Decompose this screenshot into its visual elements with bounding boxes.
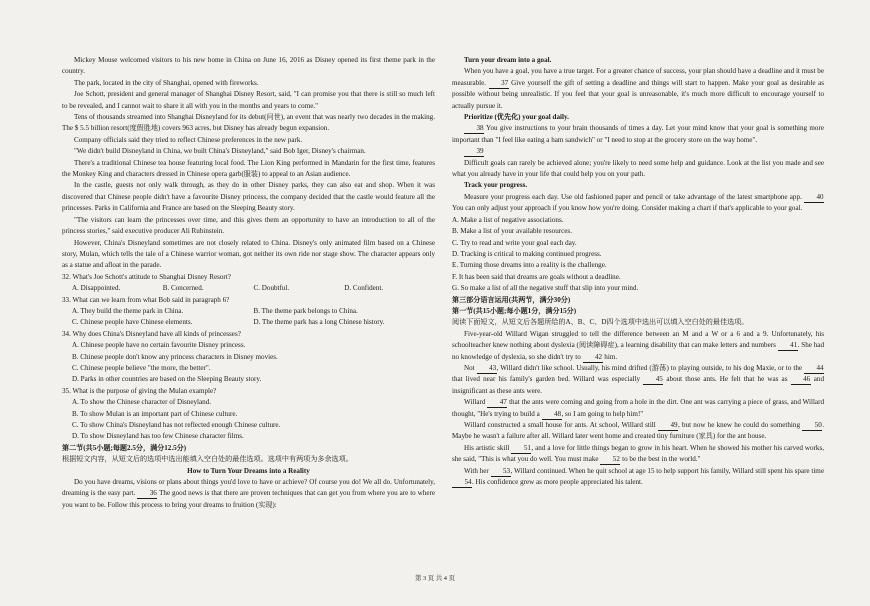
cloze-text: , but now he knew he could do something <box>677 421 803 429</box>
question-stem: 32. What's Joe Schott's attitude to Shanghai Disney Resort? <box>62 272 231 281</box>
passage-paragraph: "The visitors can learn the princesses over time, and this gives them an opportunity to have an introduction to all of the princess stories," said executive producer Ali Rubinstein. <box>62 215 435 236</box>
passage-paragraph: There's a traditional Chinese tea house featuring local food. The Lion King performed in Mandarin for the first time, features the Monkey King and characters dressed in Chinese opera garb(服装) to appeal to an Asian audience. <box>62 158 435 179</box>
option-d: D. Confident. <box>344 284 384 293</box>
question-34 <box>62 329 435 386</box>
part-heading: 第三部分语言运用(共两节，满分30分) <box>452 295 571 304</box>
subheading: Turn your dream into a goal. <box>464 56 552 64</box>
blank-39: 39 <box>464 147 484 157</box>
option-e: E. Turning those dreams into a reality is the challenge. <box>452 261 607 270</box>
blank-50: 50 <box>802 421 822 431</box>
passage-paragraph: Company officials said they tried to reflect Chinese preferences in the new park. <box>74 135 303 144</box>
passage-paragraph: Joe Schott, president and general manager of Shanghai Disney Resort, said, "I can promise you that there is still so much left to be revealed, and I cannot wait to share it all with you in the months and years to come." <box>62 90 435 110</box>
blank-49: 49 <box>658 421 678 431</box>
option-b: B. Make a list of your available resources. <box>452 227 572 236</box>
question-stem: 34. Why does China's Disneyland have all kinds of princesses? <box>62 329 241 338</box>
passage-paragraph: In the castle, guests not only walk through, as they do in other Disney parks, they can also eat and shop. When it was discovered that Chinese people didn't have a favourite Disney princess, the company decided that the castle would feature all the princesses. Parks in California and France are based on the Sleeping Beauty story. <box>62 181 435 213</box>
option-g: G. So make a list of all the negative stuff that slip into your mind. <box>452 284 639 293</box>
option-a: A. Make a list of negative associations. <box>452 215 564 224</box>
left-column <box>62 55 435 511</box>
cloze-text: , so I am going to help him!" <box>561 409 644 418</box>
passage-paragraph: Mickey Mouse welcomed visitors to his new home in China on June 16, 2016 as Disney opened its first theme park in the country. <box>62 56 435 76</box>
blank-54: 54 <box>452 478 472 488</box>
cloze-text: him. <box>602 352 618 361</box>
cloze-text: , and a love for little things began to grow in his heart. When he showed his mother his carved works, she said, "This is what you do well. You must make <box>452 443 825 464</box>
article-title: How to Turn Your Dreams into a Reality <box>187 466 310 475</box>
cloze-passage <box>452 329 824 489</box>
blank-47: 47 <box>487 398 507 408</box>
blank-41: 41 <box>778 341 798 351</box>
option-d: D. To show Disneyland has too few Chinese character films. <box>72 432 244 441</box>
article-paragraph <box>452 123 824 146</box>
blank-37: 37 <box>489 79 509 89</box>
cloze-paragraph <box>452 397 824 420</box>
section-instruction: 根据短文内容，从短文后的选项中选出能填入空白处的最佳选项。选项中有两项为多余选项。 <box>62 455 353 464</box>
article-paragraph <box>452 146 824 157</box>
passage-paragraph: Tens of thousands streamed into Shanghai Disneyland for its debut(问世), an event that was nearly two decades in the making. The $ 5.5 billion resort(度假胜地) covers 963 acres, but Disney has already begun expansion. <box>62 113 435 133</box>
blank-48: 48 <box>542 410 562 420</box>
cloze-text: Willard <box>464 398 488 407</box>
option-f: F. It has been said that dreams are goals without a deadline. <box>452 272 621 281</box>
cloze-paragraph <box>452 443 824 466</box>
blank-53: 53 <box>491 467 511 477</box>
cloze-text: . His confidence grew as more people appreciated his talent. <box>472 478 643 487</box>
article-paragraph <box>452 66 824 112</box>
section-heading: 第一节(共15小题;每小题1分，满分15分) <box>452 306 577 315</box>
reading-passage-disney <box>62 55 435 272</box>
option-b: B. Concerned. <box>162 284 204 293</box>
subheading: Track your progress. <box>464 181 528 190</box>
option-a: A. To show the Chinese character of Disneyland. <box>72 398 212 407</box>
section-heading: 第二节(共5小题;每题2.5分，满分12.5分) <box>62 443 187 452</box>
paragraph-text: Measure your progress each day. Use old fashioned paper and pencil or take advantage of the latest smartphone app. <box>464 192 802 201</box>
cloze-paragraph <box>452 363 824 397</box>
cloze-paragraph <box>452 466 824 489</box>
question-32 <box>62 272 435 295</box>
question-stem: 33. What can we learn from what Bob said in paragraph 6? <box>62 295 230 304</box>
intro-text: Do you have dreams, visions or plans about things you'd love to have or achieve? Of course you do! We all do. Unfortunately, dreaming is the easy part. <box>62 478 435 498</box>
article-paragraph <box>452 192 824 215</box>
options-row <box>62 317 435 328</box>
option-c: C. Try to read and write your goal each day. <box>452 238 577 247</box>
cloze-paragraph <box>452 420 824 443</box>
blank-40: 40 <box>804 193 824 203</box>
blank-46: 46 <box>791 375 811 385</box>
article-intro <box>62 477 435 511</box>
blank-36: 36 <box>137 489 157 499</box>
cloze-text: and insignificant as these ants were. <box>452 375 824 395</box>
answer-options <box>452 215 824 295</box>
option-b: B. Chinese people don't know any princess characters in Disney movies. <box>72 352 278 361</box>
paragraph-text: When you have a goal, you have a true target. For a greater chance of success, your plan should have a deadline and it must be measurable. <box>452 67 824 87</box>
option-c: C. Chinese people have Chinese elements. <box>72 318 193 327</box>
option-a: A. They build the theme park in China. <box>72 306 184 315</box>
blank-51: 51 <box>511 444 531 454</box>
cloze-text: Five-year-old Willard Wigan struggled to tell the difference between an M and a W or a 6 and a 9. Unfortunately, his schoolteacher knew nothing about dyslexia (阅读障碍症), a learning disability that can make letters and numbers <box>452 329 824 350</box>
paragraph-text: You give instructions to your brain thousands of times a day. Let your mind know that your goal is something more important than "I feel like eating a ham sandwich" or "I need to stop at the grocery store on the way home". <box>452 124 824 144</box>
intro-text: The good news is that there are proven techniques that can get you from where you are to where you want to be. Follow this process to bring your dreams to fruition (实现): <box>62 489 435 509</box>
right-column <box>452 55 824 488</box>
question-35 <box>62 386 435 443</box>
option-b: B. The theme park belongs to China. <box>253 306 358 315</box>
options-row <box>62 283 435 294</box>
paragraph-text: You can only adjust your approach if you know how you're doing. Consider making a chart if that's applicable to your goal. <box>452 204 803 213</box>
option-a: A. Chinese people have no certain favourite Disney princess. <box>72 341 246 350</box>
blank-38: 38 <box>464 124 484 134</box>
blank-42: 42 <box>583 353 603 363</box>
option-d: D. The theme park has a long Chinese history. <box>253 318 385 327</box>
question-33 <box>62 295 435 329</box>
option-c: C. Doubtful. <box>253 284 290 293</box>
option-d: D. Parks in other countries are based on the Sleeping Beauty story. <box>72 375 262 384</box>
option-c: C. Chinese people believe "the more, the better". <box>72 363 211 372</box>
cloze-text: that lived near his family's garden bed. Willard was especially <box>452 375 644 384</box>
passage-paragraph: The park, located in the city of Shanghai, opened with fireworks. <box>74 78 259 87</box>
blank-52: 52 <box>600 455 620 465</box>
option-b: B. To show Mulan is an important part of Chinese culture. <box>72 409 238 418</box>
question-stem: 35. What is the purpose of giving the Mulan example? <box>62 386 217 395</box>
cloze-text: . She had no knowledge of dyslexia, so she didn't try to <box>452 341 824 361</box>
paragraph-text: Give yourself the gift of setting a deadline and things will start to happen. Make your goal as desirable as possible without being unrealistic. If you feel that your goal is unreasonable, it's much more difficult to encourage yourself to actually pursue it. <box>452 78 824 110</box>
cloze-text: Not <box>464 363 477 372</box>
cloze-text: Willard constructed a small house for ants. At school, Willard still <box>464 421 658 429</box>
cloze-text: , Willard didn't like school. Usually, his mind drifted (游荡) to playing outside, to his dog Maxie, or to the <box>496 363 804 372</box>
option-d: D. Tracking is critical to making continued progress. <box>452 249 602 258</box>
cloze-text: . Maybe he wasn't a failure after all. Willard later went home and created tiny furniture (家具) for the ant house. <box>452 421 824 441</box>
section-instruction: 阅读下面短文，从短文后各题所给的A、B、C、D四个选项中选出可以填入空白处的最佳选项。 <box>452 318 749 327</box>
cloze-text: His artistic skill <box>464 443 512 452</box>
blank-45: 45 <box>643 375 663 385</box>
blank-43: 43 <box>477 364 497 374</box>
page-footer: 第 3 页 共 4 页 <box>415 575 455 582</box>
section-2 <box>62 443 435 511</box>
option-c: C. To show China's Disneyland has not reflected enough Chinese culture. <box>72 421 281 429</box>
blank-44: 44 <box>804 364 824 374</box>
cloze-paragraph <box>452 329 824 363</box>
option-a: A. Disappointed. <box>72 284 121 293</box>
passage-paragraph: "We didn't build Disneyland in China, we built China's Disneyland," said Bob Iger, Disney's chairman. <box>74 147 366 156</box>
cloze-text: that the ants were coming and going from a hole in the dirt. One ant was carrying a piece of grass, and Willard thought, "He's trying to build a <box>452 398 824 418</box>
cloze-text: With her <box>464 466 491 475</box>
subheading: Prioritize (优先化) your goal daily. <box>464 113 569 122</box>
cloze-text: to be the best in the world." <box>620 455 701 464</box>
passage-paragraph: However, China's Disneyland sometimes are not closely related to China. Disney's only animated film based on a Chinese story, Mulan, which tells the tale of a Chinese warrior woman, got neither its own ride nor stage show. The character appears only as a statue and afloat in the parade. <box>62 238 435 270</box>
cloze-text: , Willard continued. When he quit school at age 15 to help support his family, Willard still spent his spare time <box>510 466 824 475</box>
options-row <box>62 306 435 317</box>
cloze-text: about those ants. He felt that he was as <box>663 375 791 384</box>
article-paragraph: Difficult goals can rarely be achieved alone; you're likely to need some help and guidance. Look at the list you made and see what you already have in your life that could help you on your path. <box>452 158 824 179</box>
